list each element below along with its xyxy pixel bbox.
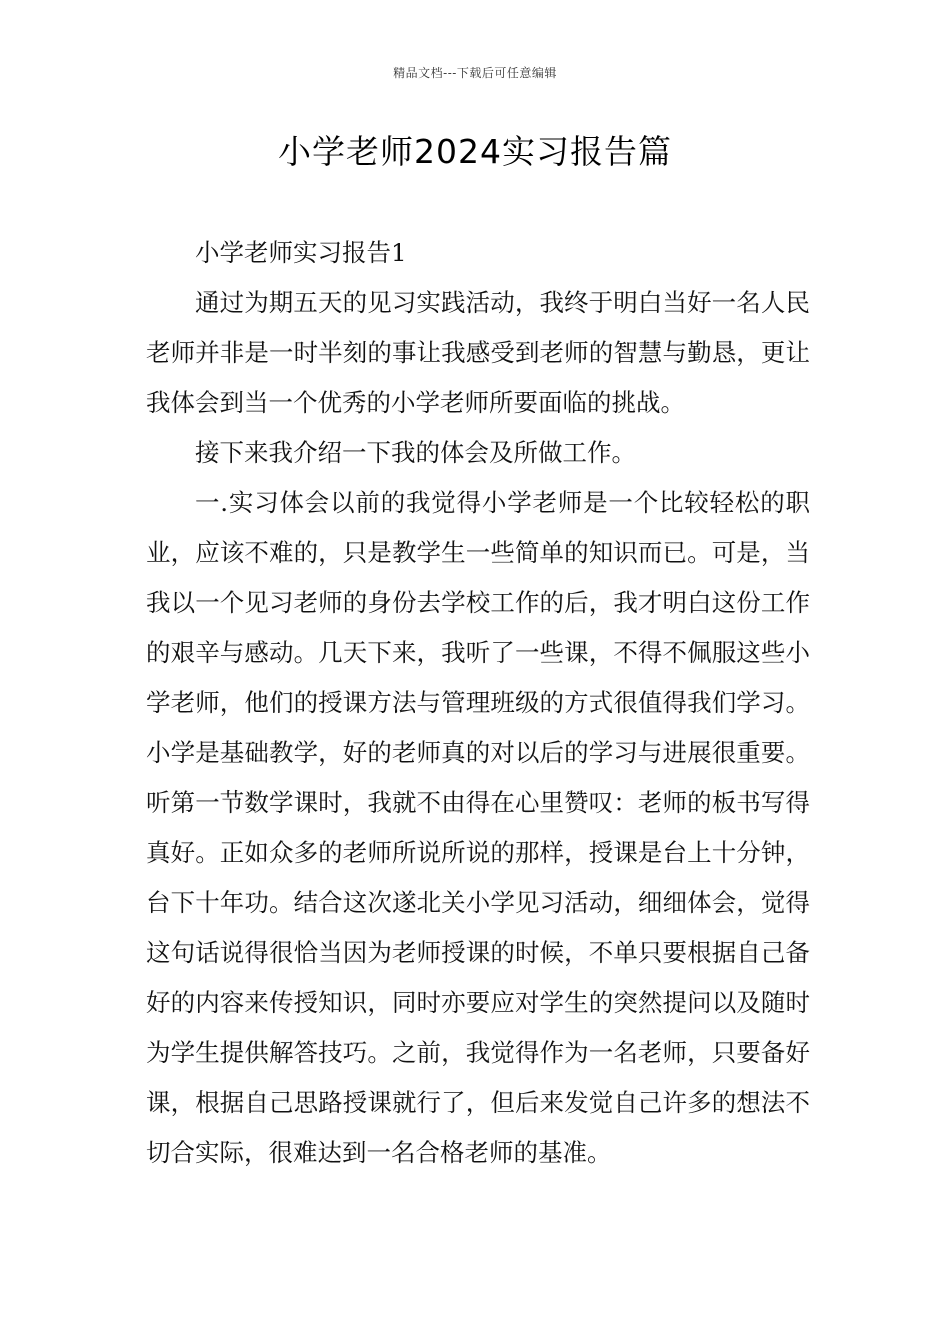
paragraph: 通过为期五天的见习实践活动，我终于明白当好一名人民老师并非是一时半刻的事让我感受到老师的智慧与勤恳，更让我体会到当一个优秀的小学老师所要面临的挑战。: [146, 288, 810, 417]
paragraph: 接下来我介绍一下我的体会及所做工作。: [195, 438, 636, 467]
paragraph: 一.实习体会以前的我觉得小学老师是一个比较轻松的职业，应该不难的，只是教学生一些简单的知识而已。可是，当我以一个见习老师的身份去学校工作的后，我才明白这份工作的艰辛与感动。几天下来，我听了一些课，不得不佩服这些小学老师，他们的授课方法与管理班级的方式很值得我们学习。小学是基础教学，好的老师真的对以后的学习与进展很重要。听第一节数学课时，我就不由得在心里赞叹：老师的板书写得真好。正如众多的老师所说所说的那样，授课是台上十分钟，台下十年功。结合这次遂北关小学见习活动，细细体会，觉得这句话说得很恰当因为老师授课的时候，不单只要根据自己备好的内容来传授知识，同时亦要应对学生的突然提问以及随时为学生提供解答技巧。之前，我觉得作为一名老师，只要备好课，根据自己思路授课就行了，但后来发觉自己许多的想法不切合实际，很难达到一名合格老师的基准。: [146, 488, 810, 1167]
header-note: 精品文档---下载后可任意编辑: [393, 66, 557, 80]
document-body: [146, 228, 810, 1178]
document-title: 小学老师2024实习报告篇: [278, 132, 672, 171]
section-heading: 小学老师实习报告1: [195, 238, 407, 267]
